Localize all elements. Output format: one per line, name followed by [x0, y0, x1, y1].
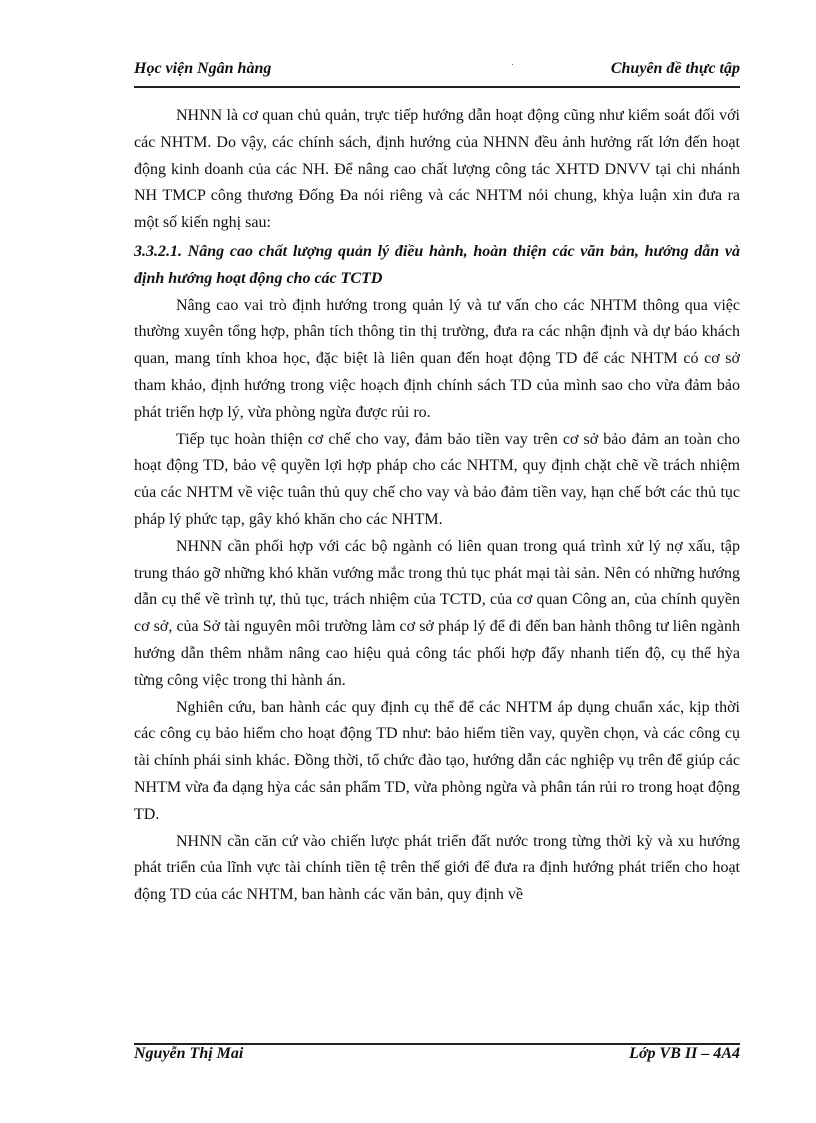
footer-class: Lớp VB II – 4A4: [629, 1045, 740, 1062]
paragraph-4: Nghiên cứu, ban hành các quy định cụ thể để các NHTM áp dụng chuẩn xác, kịp thời các công cụ bảo hiểm cho hoạt động TD như: bảo hiểm tiền vay, quyền chọn, và các công cụ tài chính phái sinh khác. Đồng thời, tổ chức đào tạo, hướng dẫn các nghiệp vụ trên để giúp các NHTM vừa đa dạng hỳa các sản phẩm TD, vừa phòng ngừa và phân tán rủi ro trong hoạt động TD.: [134, 698, 740, 823]
page-header: [134, 60, 740, 88]
page-body: [134, 103, 740, 909]
header-document-type: Chuyên đề thực tập: [610, 60, 740, 77]
paragraph-5: NHNN cần căn cứ vào chiến lược phát triển đất nước trong từng thời kỳ và xu hướng phát triển của lĩnh vực tài chính tiền tệ trên thế giới để đưa ra định hướng phát triển cho hoạt động TD của các NHTM, ban hành các văn bản, quy định về: [134, 832, 740, 904]
header-institution: Học viện Ngân hàng: [134, 60, 272, 77]
intro-paragraph: NHNN là cơ quan chủ quản, trực tiếp hướng dẫn hoạt động cũng như kiểm soát đối với các NHTM. Do vậy, các chính sách, định hướng của NHNN đều ảnh hưởng rất lớn đến hoạt động kinh doanh của các NH. Để nâng cao chất lượng công tác XHTD DNVV tại chi nhánh NH TMCP công thương Đống Đa nói riêng và các NHTM nói chung, khỳa luận xin đưa ra một số kiến nghị sau:: [134, 107, 740, 232]
paragraph-2: Tiếp tục hoàn thiện cơ chế cho vay, đảm bảo tiền vay trên cơ sở bảo đảm an toàn cho hoạt động TD, bảo vệ quyền lợi hợp pháp cho các NHTM, quy định chặt chẽ về trách nhiệm của các NHTM về việc tuân thủ quy chế cho vay và bảo đảm tiền vay, hạn chế bớt các thủ tục pháp lý phức tạp, gây khó khăn cho các NHTM.: [134, 430, 740, 528]
page-footer: [134, 1043, 740, 1075]
section-heading: 3.3.2.1. Nâng cao chất lượng quản lý điều hành, hoàn thiện các văn bản, hướng dẫn và định hướng hoạt động cho các TCTD: [134, 242, 740, 287]
paragraph-3: NHNN cần phối hợp với các bộ ngành có liên quan trong quá trình xử lý nợ xấu, tập trung tháo gỡ những khó khăn vướng mắc trong thủ tục phát mại tài sản. Nên có những hướng dẫn cụ thể về trình tự, thủ tục, trách nhiệm của TCTD, của cơ quan Công an, của chính quyền cơ sở, của Sở tài nguyên môi trường làm cơ sở pháp lý để đi đến ban hành thông tư liên ngành hướng dẫn thêm nhằm nâng cao hiệu quả công tác phối hợp đẩy nhanh tiến độ, cụ thể hỳa từng công việc trong thi hành án.: [134, 537, 740, 689]
footer-author: Nguyễn Thị Mai: [134, 1045, 244, 1062]
paragraph-1: Nâng cao vai trò định hướng trong quản lý và tư vấn cho các NHTM thông qua việc thường xuyên tổng hợp, phân tích thông tin thị trường, đưa ra các nhận định và dự báo khách quan, mang tính khoa học, đặc biệt là liên quan đến hoạt động TD để các NHTM có cơ sở tham khảo, định hướng trong việc hoạch định chính sách TD của mình sao cho vừa đảm bảo phát triển hợp lý, vừa phòng ngừa được rủi ro.: [134, 296, 740, 421]
scan-speck: [512, 64, 513, 65]
